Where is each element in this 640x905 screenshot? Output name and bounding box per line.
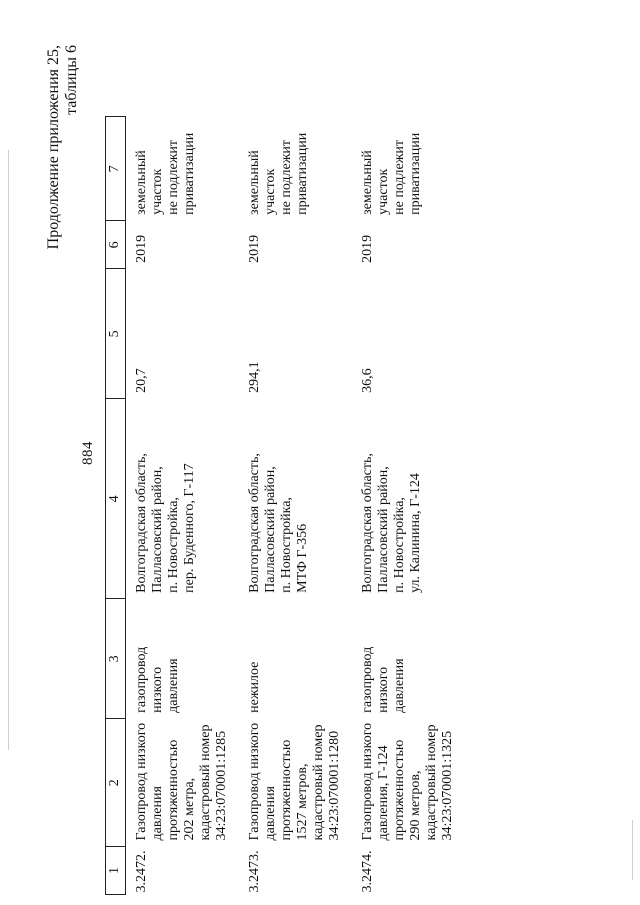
- scan-edge-left: [8, 150, 9, 750]
- address-line: Волгоградская область,: [134, 453, 149, 593]
- address-line: Волгоградская область,: [360, 453, 375, 593]
- note-line: участок: [150, 168, 165, 215]
- object-name-line: Газопровод низкого: [360, 722, 375, 841]
- scan-edge-right: [632, 820, 633, 880]
- object-name-line: давления: [263, 786, 278, 841]
- table-row: [352, 117, 465, 895]
- header-col-5: 5: [106, 269, 126, 399]
- object-type-line: газопровод: [134, 646, 149, 713]
- object-type-line: низкого: [376, 666, 391, 713]
- continuation-header: [45, 45, 81, 249]
- address-cell: [352, 399, 465, 599]
- address-line: ул. Калинина, Г-124: [408, 473, 423, 593]
- object-name-cell: [239, 719, 352, 847]
- header-col-3: 3: [106, 599, 126, 719]
- header-col-7: 7: [106, 117, 126, 221]
- rotated-document-page: [45, 45, 605, 905]
- object-type-cell: [352, 599, 465, 719]
- year-cell: 2019: [360, 234, 375, 263]
- note-line: не подлежит: [279, 139, 294, 215]
- object-type-line: давления: [392, 658, 407, 713]
- object-name-line: 34:23:070001:1285: [214, 730, 229, 841]
- object-name-line: 34:23:070001:1280: [327, 730, 342, 841]
- object-type-line: низкого: [150, 666, 165, 713]
- note-line: участок: [263, 168, 278, 215]
- header-col-1: 1: [106, 847, 126, 895]
- header-col-6: 6: [106, 221, 126, 269]
- object-type-cell: [239, 599, 352, 719]
- value-cell: 294,1: [247, 361, 262, 393]
- note-line: участок: [376, 168, 391, 215]
- row-number: 3.2473.: [247, 850, 262, 893]
- object-type-line: нежилое: [247, 661, 262, 713]
- note-cell: [352, 117, 465, 221]
- object-type-line: давления: [166, 658, 181, 713]
- object-name-line: протяженностью: [279, 739, 294, 841]
- note-line: приватизации: [182, 132, 197, 215]
- object-name-line: кадастровый номер: [311, 724, 326, 841]
- note-line: приватизации: [408, 132, 423, 215]
- table-header-row: [106, 117, 126, 895]
- object-name-line: Газопровод низкого: [247, 722, 262, 841]
- value-cell: 36,6: [360, 368, 375, 393]
- table-row: [126, 117, 240, 895]
- address-cell: [239, 399, 352, 599]
- object-name-line: протяженностью: [166, 739, 181, 841]
- object-type-line: газопровод: [360, 646, 375, 713]
- note-line: земельный: [360, 150, 375, 215]
- address-line: п. Новостройка,: [279, 497, 294, 593]
- object-name-line: протяженностью: [392, 739, 407, 841]
- year-cell: 2019: [247, 234, 262, 263]
- header-col-2: 2: [106, 719, 126, 847]
- row-number: 3.2474.: [360, 850, 375, 893]
- address-cell: [126, 399, 240, 599]
- continuation-line-2: таблицы 6: [63, 45, 80, 115]
- note-cell: [126, 117, 240, 221]
- object-name-line: 34:23:070001:1325: [440, 730, 455, 841]
- note-cell: [239, 117, 352, 221]
- object-name-line: Газопровод низкого: [134, 722, 149, 841]
- note-line: приватизации: [295, 132, 310, 215]
- header-col-4: 4: [106, 399, 126, 599]
- note-line: не подлежит: [392, 139, 407, 215]
- property-table: [105, 116, 465, 895]
- row-number: 3.2472.: [134, 850, 149, 893]
- object-name-cell: [126, 719, 240, 847]
- note-line: не подлежит: [166, 139, 181, 215]
- address-line: Палласовский район,: [150, 466, 165, 593]
- value-cell: 20,7: [134, 368, 149, 393]
- year-cell: 2019: [134, 234, 149, 263]
- object-name-line: кадастровый номер: [198, 724, 213, 841]
- address-line: Палласовский район,: [376, 466, 391, 593]
- object-name-line: давления: [150, 786, 165, 841]
- object-name-line: 202 метра,: [182, 777, 197, 841]
- address-line: Волгоградская область,: [247, 453, 262, 593]
- address-line: пер. Буденного, Г-117: [182, 463, 197, 593]
- object-name-line: давления, Г-124: [376, 745, 391, 841]
- object-name-line: кадастровый номер: [424, 724, 439, 841]
- address-line: Палласовский район,: [263, 466, 278, 593]
- continuation-line-1: Продолжение приложения 25,: [45, 45, 62, 250]
- table-row: [239, 117, 352, 895]
- object-name-line: 1527 метров,: [295, 763, 310, 841]
- address-line: п. Новостройка,: [166, 497, 181, 593]
- address-line: п. Новостройка,: [392, 497, 407, 593]
- object-type-cell: [126, 599, 240, 719]
- address-line: МТФ Г-356: [295, 523, 310, 593]
- page-number: 884: [80, 441, 96, 465]
- object-name-cell: [352, 719, 465, 847]
- note-line: земельный: [247, 150, 262, 215]
- note-line: земельный: [134, 150, 149, 215]
- object-name-line: 290 метров,: [408, 770, 423, 841]
